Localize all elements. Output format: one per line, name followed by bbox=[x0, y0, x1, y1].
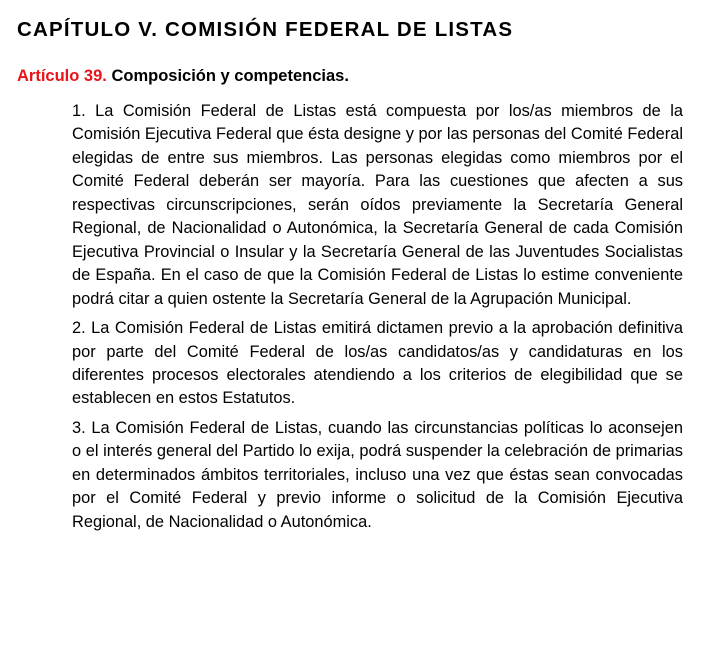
paragraph-3: 3. La Comisión Federal de Listas, cuando las circunstancias políticas lo aconsejen o el interés general del Partido lo exija, podrá suspender la celebración de primarias en determinados ámbitos territoriales, incluso una vez que éstas sean convocadas por el Comité Federal y previo informe o solicitud de la Comisión Ejecutiva Regional, de Nacionalidad o Autonómica. bbox=[72, 418, 683, 531]
paragraph-1: 1. La Comisión Federal de Listas está compuesta por los/as miembros de la Comisión Ejecutiva Federal que ésta designe y por las personas del Comité Federal elegidas de entre sus miembros. Las personas elegidas como miembros por el Comité Federal deberán ser mayoría. Para las cuestiones que afecten a sus respectivas circunscripciones, serán oídos previamente la Secretaría General Regional, de Nacionalidad o Autonómica, la Secretaría General de cada Comisión Ejecutiva Provincial o Insular y la Secretaría General de las Juventudes Socialistas de España. En el caso de que la Comisión Federal de Listas lo estime conveniente podrá citar a quien ostente la Secretaría General de la Agrupación Municipal. bbox=[72, 102, 683, 308]
article-number: Artículo 39. bbox=[17, 67, 107, 85]
paragraph-2: 2. La Comisión Federal de Listas emitirá dictamen previo a la aprobación definitiva por parte del Comité Federal de los/as candidatos/as y candidaturas en los diferentes procesos electorales atendiendo a los criterios de elegibilidad que se establecen en estos Estatutos. bbox=[72, 319, 683, 408]
article-heading bbox=[17, 64, 707, 88]
article-title: Composición y competencias. bbox=[111, 67, 349, 85]
article-body bbox=[72, 100, 683, 540]
chapter-title: CAPÍTULO V. COMISIÓN FEDERAL DE LISTAS bbox=[17, 18, 514, 41]
